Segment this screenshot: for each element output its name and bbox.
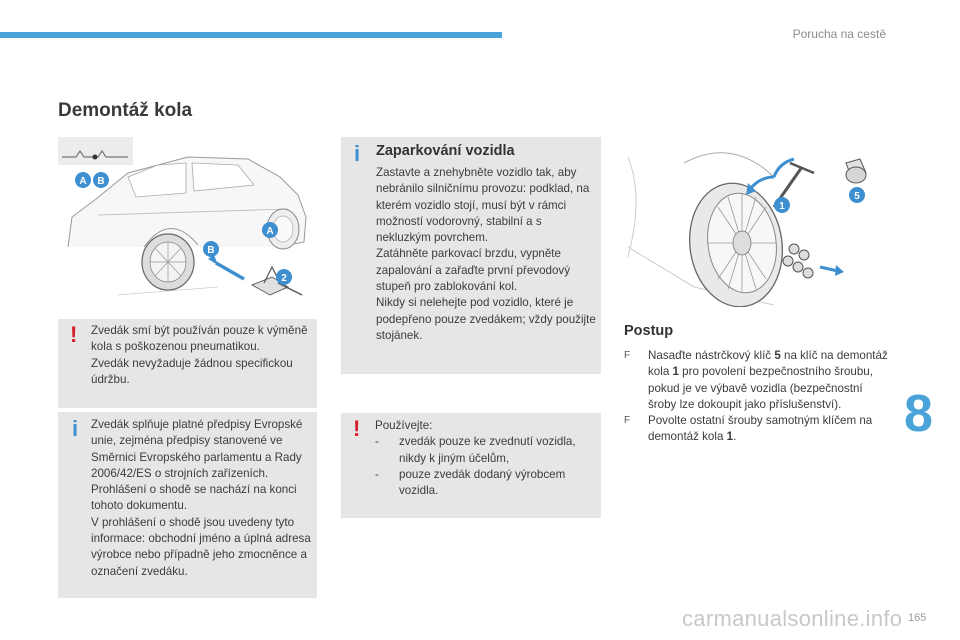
step-text-part: Nasaďte nástrčkový klíč <box>648 349 775 362</box>
step-number: 1 <box>726 430 734 444</box>
header-accent-bar <box>0 32 502 38</box>
step-text-part: pro povolení bezpečnostního šroubu, pokud je ve výbavě vozidla (bezpečnostní šroby lze dokoupit jako příslušenství). <box>648 365 873 411</box>
list-item <box>375 434 597 467</box>
step-text-part: . <box>733 430 737 444</box>
list-item <box>624 413 894 446</box>
parking-box <box>341 137 601 374</box>
step-number: 5 <box>774 349 781 362</box>
parking-paragraph: Zatáhněte parkovací brzdu, vypněte zapalování a zařaďte první převodový stupeň pro zablokování kol. <box>376 247 571 294</box>
parking-paragraph: Nikdy si nelehejte pod vozidlo, které je podepřeno pouze zvedákem; vždy použijte stojánek. <box>376 296 596 342</box>
car-jack-illustration <box>58 137 318 312</box>
page-number: 165 <box>908 612 927 624</box>
step-text-part: Povolte ostatní šrouby samotným klíčem na demontáž kola <box>648 414 873 444</box>
exclamation-icon: ! <box>353 416 361 441</box>
info-paragraph: Zvedák splňuje platné předpisy Evropské unie, zejména předpisy stanovené ve Směrnici Evropského parlamentu a Rady 2006/42/ES o strojních zařízeních. <box>91 418 303 480</box>
callout-label: 1 <box>779 201 785 212</box>
usage-intro: Používejte: <box>375 419 433 432</box>
callout-label: B <box>97 176 105 187</box>
list-item <box>375 467 597 500</box>
callout-label: A <box>266 226 274 237</box>
callout-label: 2 <box>281 273 287 284</box>
bullet-marker: F <box>624 350 631 361</box>
wheel-wrench-illustration <box>624 137 889 307</box>
step-text <box>648 348 894 413</box>
callout-label: A <box>79 176 87 187</box>
info-paragraph: Prohlášení o shodě se nachází na konci tohoto dokumentu. <box>91 483 297 513</box>
list-item-text: zvedák pouze ke zvednutí vozidla, nikdy k jiným účelům, <box>399 435 576 465</box>
dash-marker: - <box>375 435 379 449</box>
dash-marker: - <box>375 467 379 481</box>
procedure-list <box>624 348 894 446</box>
page-title: Demontáž kola <box>58 100 193 121</box>
warning-paragraph: Zvedák smí být používán pouze k výměně kola s poškozenou pneumatikou. <box>91 324 308 354</box>
chapter-number: 8 <box>904 385 933 443</box>
parking-heading: Zaparkování vozidla <box>376 143 515 159</box>
list-item <box>624 348 894 413</box>
section-header: Porucha na cestě <box>792 27 886 41</box>
callout-label: B <box>207 245 215 256</box>
info-icon: i <box>354 141 361 166</box>
jack-info-box <box>58 412 317 598</box>
callout-label: 5 <box>854 191 860 202</box>
watermark: carmanualsonline.info <box>682 606 903 631</box>
jack-warning-box <box>58 319 317 408</box>
step-text-part: na klíč na demontáž kola <box>648 349 888 379</box>
warning-paragraph: Zvedák nevyžaduje žádnou specifickou údržbu. <box>91 356 293 386</box>
step-number: 1 <box>672 365 679 379</box>
step-text <box>648 413 894 446</box>
bullet-marker: F <box>624 415 631 427</box>
procedure-heading: Postup <box>624 323 674 339</box>
parking-paragraph: Zastavte a znehybněte vozidlo tak, aby nebránilo silničnímu provozu: podklad, na kterém vozidlo stojí, musí být v rámci možností vodorovný, stabilní a s nekluzkým povrchem. <box>376 166 590 245</box>
info-icon: i <box>72 416 79 441</box>
usage-warning-box <box>341 413 601 518</box>
list-item-text: pouze zvedák dodaný výrobcem vozidla. <box>399 467 566 498</box>
exclamation-icon: ! <box>70 322 78 347</box>
info-paragraph: V prohlášení o shodě jsou uvedeny tyto informace: obchodní jméno a úplná adresa výrobce nebo případně jeho zmocněnce a označení zvedáku. <box>91 515 311 578</box>
